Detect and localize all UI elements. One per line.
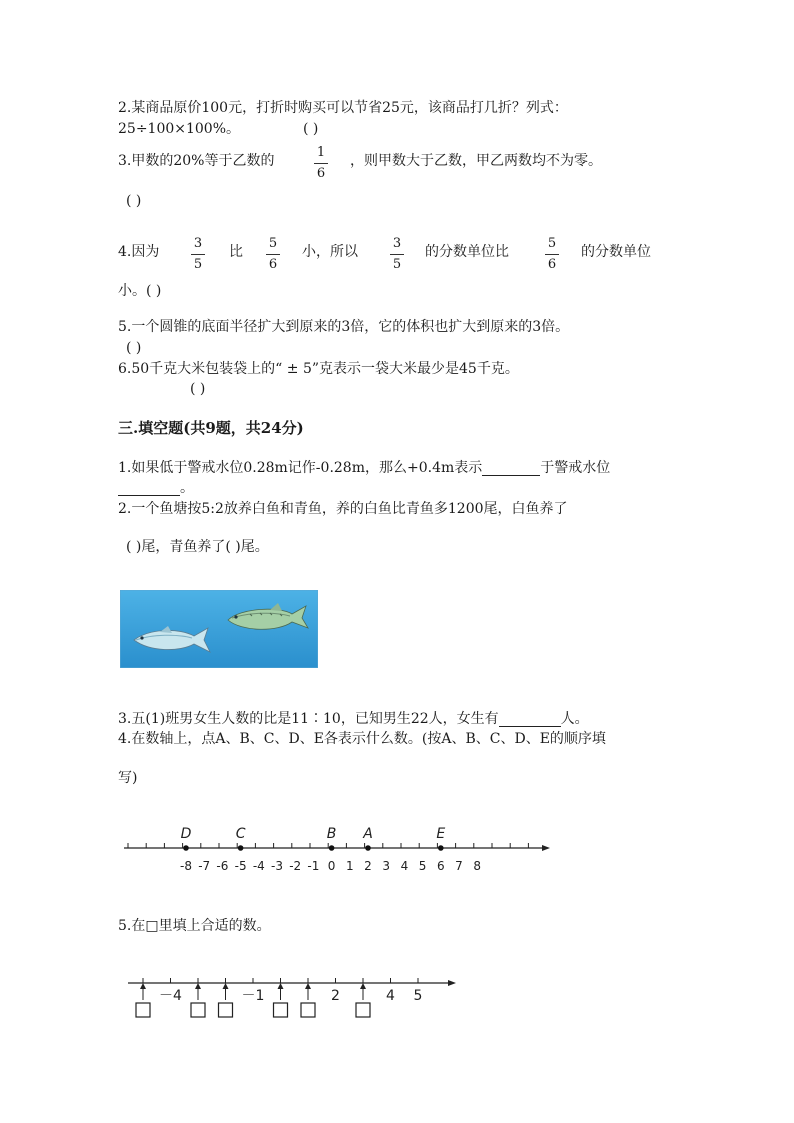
q2-line1: 2.某商品原价100元，打折时购买可以节省25元，该商品打几折？列式： — [118, 100, 568, 116]
fill-q1-blank-1[interactable] — [482, 461, 540, 476]
answer-box[interactable] — [356, 1003, 370, 1017]
number-line-2-arrow-icon — [448, 980, 456, 986]
tick-label: -1 — [307, 859, 320, 873]
answer-box[interactable] — [301, 1003, 315, 1017]
q5-answer-paren[interactable]: ( ) — [126, 340, 142, 356]
tick-label: -2 — [289, 859, 302, 873]
q2-line2: 25÷100×100%。 — [118, 121, 241, 137]
up-arrow-icon — [223, 983, 229, 989]
q4-text-3: 小，所以 — [302, 244, 358, 260]
up-arrow-icon — [305, 983, 311, 989]
fill-q1-line2: 。 — [118, 480, 194, 496]
fill-q1-blank-2[interactable] — [118, 481, 180, 496]
tick-label: 1 — [345, 859, 354, 873]
tick-label: 5 — [413, 988, 423, 1004]
number-line-1-arrow-icon — [542, 845, 550, 851]
point-e — [438, 845, 444, 851]
point-a — [365, 845, 371, 851]
tick-label: －4 — [159, 988, 182, 1004]
tick-label: -4 — [252, 859, 265, 873]
point-label-e: E — [436, 826, 446, 842]
tick-label: -5 — [234, 859, 247, 873]
tick-label: 5 — [418, 859, 427, 873]
point-d — [183, 845, 189, 851]
q4-line2: 小。( ) — [118, 283, 162, 299]
tick-label: 4 — [400, 859, 409, 873]
number-line-1 — [118, 818, 558, 878]
fill-q4-line2: 写) — [118, 770, 138, 786]
tick-label: 3 — [382, 859, 391, 873]
point-b — [329, 845, 335, 851]
tick-label: 6 — [436, 859, 445, 873]
q3-answer-paren[interactable]: ( ) — [126, 193, 142, 209]
q4-fraction-4: 5 6 — [544, 237, 560, 272]
water-background — [120, 590, 318, 668]
section-heading: 三.填空题(共9题，共24分) — [118, 419, 304, 437]
fill-q4-line1: 4.在数轴上，点A、B、C、D、E各表示什么数。(按A、B、C、D、E的顺序填 — [118, 731, 606, 747]
q4-text-2: 比 — [229, 244, 243, 260]
answer-box[interactable] — [136, 1003, 150, 1017]
tick-label: 8 — [473, 859, 482, 873]
answer-box[interactable] — [219, 1003, 233, 1017]
tick-label: －1 — [241, 988, 265, 1004]
answer-box[interactable] — [191, 1003, 205, 1017]
up-arrow-icon — [140, 983, 146, 989]
q4-fraction-3: 3 5 — [389, 237, 405, 272]
q3-text-post: ，则甲数大于乙数，甲乙两数均不为零。 — [350, 153, 602, 169]
fill-q2-line1: 2.一个鱼塘按5:2放养白鱼和青鱼，养的白鱼比青鱼多1200尾，白鱼养了 — [118, 501, 568, 517]
q3-fraction: 1 6 — [313, 146, 329, 181]
tick-label: -8 — [180, 859, 192, 873]
q4-text-4: 的分数单位比 — [425, 244, 509, 260]
point-label-c: C — [235, 826, 246, 842]
q4-text-1: 4.因为 — [118, 244, 160, 260]
up-arrow-icon — [195, 983, 201, 989]
tick-label: 7 — [455, 859, 463, 873]
fill-q3-line: 3.五(1)班男女生人数的比是11∶10，已知男生22人，女生有 人。 — [118, 711, 589, 727]
up-arrow-icon — [360, 983, 366, 989]
q6-answer-paren[interactable]: ( ) — [190, 381, 206, 397]
q4-text-5: 的分数单位 — [581, 244, 651, 260]
point-label-a: A — [363, 826, 373, 842]
up-arrow-icon — [278, 983, 284, 989]
q6-line1: 6.50千克大米包装袋上的“ ± 5”克表示一袋大米最少是45千克。 — [118, 361, 519, 377]
q5-line1: 5.一个圆锥的底面半径扩大到原来的3倍，它的体积也扩大到原来的3倍。 — [118, 319, 570, 335]
q3-text-pre: 3.甲数的20%等于乙数的 — [118, 153, 275, 169]
tick-label: -6 — [216, 859, 229, 873]
q2-answer-paren[interactable]: ( ) — [303, 121, 319, 137]
tick-label: 0 — [327, 859, 336, 873]
point-label-d: D — [180, 826, 192, 842]
fill-q1-line1: 1.如果低于警戒水位0.28m记作-0.28m，那么+0.4m表示 于警戒水位 — [118, 460, 611, 476]
point-c — [238, 845, 244, 851]
tick-label: 2 — [364, 859, 372, 873]
point-label-b: B — [326, 826, 337, 842]
q4-fraction-2: 5 6 — [265, 237, 281, 272]
fill-q5-line1: 5.在□里填上合适的数。 — [118, 918, 271, 934]
number-line-2 — [118, 970, 463, 1030]
tick-label: -3 — [271, 859, 283, 873]
tick-label: 4 — [386, 988, 395, 1004]
tick-label: -7 — [198, 859, 211, 873]
fill-q3-blank[interactable] — [499, 712, 561, 727]
fill-q2-line2[interactable]: ( )尾，青鱼养了( )尾。 — [126, 539, 269, 555]
answer-box[interactable] — [274, 1003, 288, 1017]
tick-label: 2 — [331, 988, 340, 1004]
fish-pond-image — [120, 590, 318, 668]
q4-fraction-1: 3 5 — [190, 237, 206, 272]
